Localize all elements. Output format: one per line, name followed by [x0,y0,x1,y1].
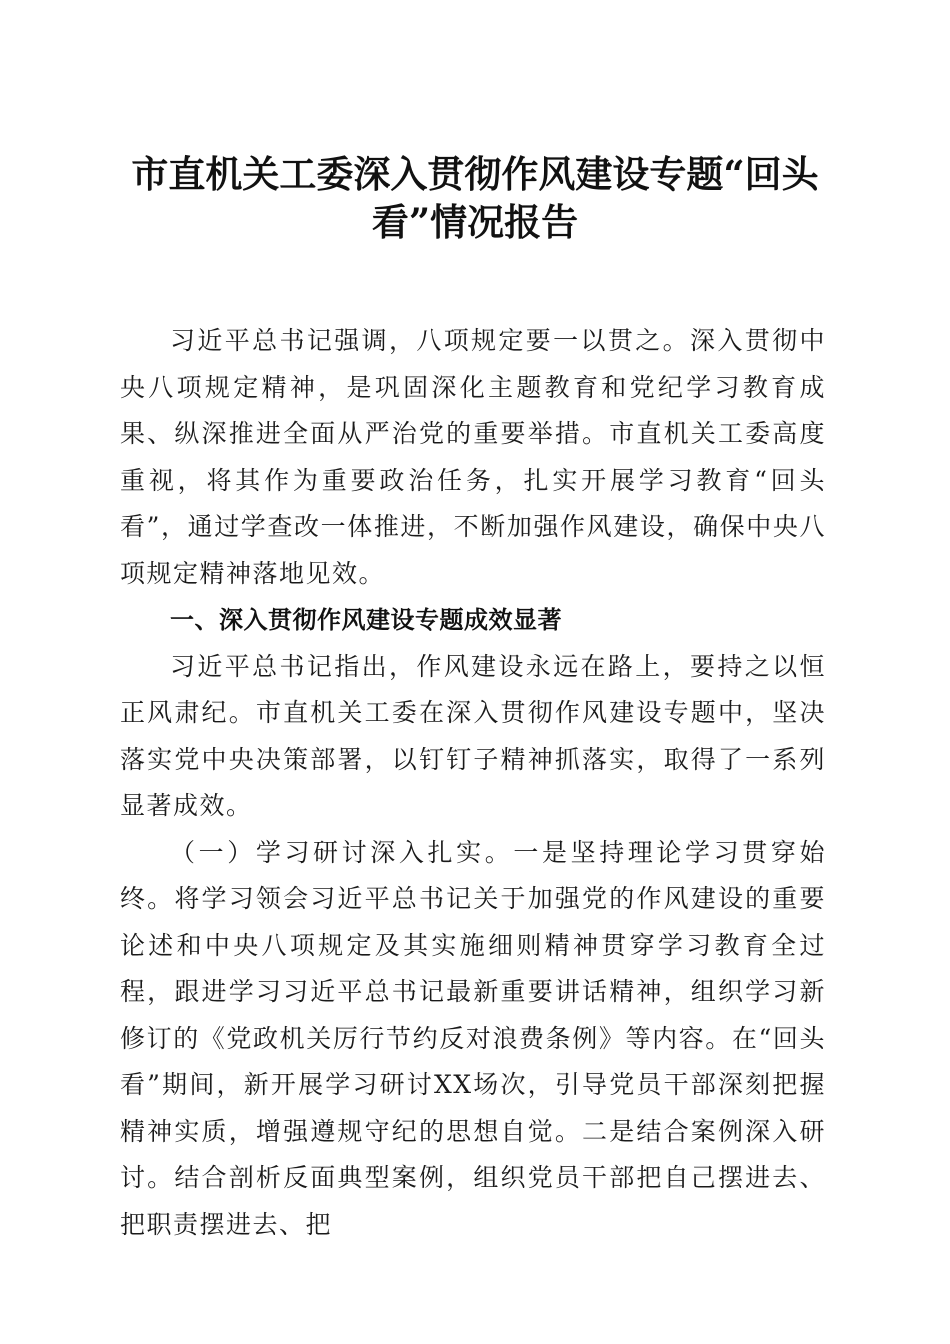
subsection-heading-1: （一）学习研讨深入扎实。 [170,837,514,867]
section1-intro-paragraph: 习近平总书记指出，作风建设永远在路上，要持之以恒正风肃纪。市直机关工委在深入贯彻作风建设专题中，坚决落实党中央决策部署，以钉钉子精神抓落实，取得了一系列显著成效。 [120,651,826,820]
section-heading-1: 一、深入贯彻作风建设专题成效显著 [170,606,562,634]
subsection1-body: 一是坚持理论学习贯穿始终。将学习领会习近平总书记关于加强党的作风建设的重要论述和中央八项规定及其实施细则精神贯穿学习教育全过程，跟进学习习近平总书记最新重要讲话精神，组织学习新修订的《党政机关厉行节约反对浪费条例》等内容。在“回头看”期间，新开展学习研讨XX场次，引导党员干部深刻把握精神实质，增强遵规守纪的思想自觉。二是结合案例深入研讨。结合剖析反面典型案例，组织党员干部把自己摆进去、把职责摆进去、把 [120,837,826,1239]
document-title: 市直机关工委深入贯彻作风建设专题“回头看”情况报告 [131,152,819,244]
document-body [120,318,826,1248]
subsection1-paragraph [120,830,826,1249]
intro-paragraph: 习近平总书记强调，八项规定要一以贯之。深入贯彻中央八项规定精神，是巩固深化主题教育和党纪学习教育成果、纵深推进全面从严治党的重要举措。市直机关工委高度重视，将其作为重要政治任务，扎实开展学习教育“回头看”，通过学查改一体推进，不断加强作风建设，确保中央八项规定精神落地见效。 [120,326,826,588]
